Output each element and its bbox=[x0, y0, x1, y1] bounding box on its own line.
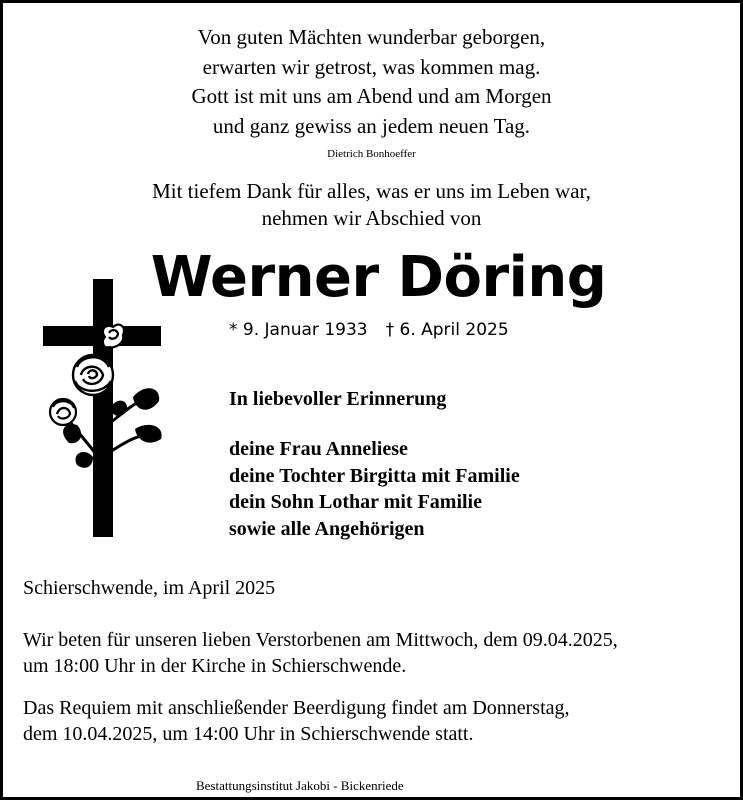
poem-author: Dietrich Bonhoeffer bbox=[327, 148, 416, 160]
poem bbox=[3, 23, 740, 141]
mourner-line: deine Tochter Birgitta mit Familie bbox=[229, 464, 520, 487]
deceased-name: Werner Döring bbox=[150, 245, 607, 310]
intro-line: nehmen wir Abschied von bbox=[261, 206, 482, 230]
requiem-line: Das Requiem mit anschließender Beerdigung findet am Donnerstag, bbox=[23, 697, 570, 719]
mourner-line: deine Frau Anneliese bbox=[229, 438, 408, 460]
life-dates bbox=[229, 318, 509, 342]
funeral-home: Bestattungsinstitut Jakobi - Bickenriede bbox=[196, 778, 404, 793]
prayer-announcement bbox=[23, 627, 618, 679]
mourner-line: sowie alle Angehörigen bbox=[229, 517, 425, 540]
intro-text bbox=[3, 178, 740, 232]
requiem-line: dem 10.04.2025, um 14:00 Uhr in Schierschwende statt. bbox=[23, 723, 474, 745]
birth-date: * 9. Januar 1933 bbox=[229, 320, 368, 340]
requiem-announcement bbox=[23, 695, 570, 747]
poem-line: und ganz gewiss an jedem neuen Tag. bbox=[212, 113, 531, 138]
cross-with-roses-icon bbox=[41, 275, 167, 541]
poem-line: Von guten Mächten wunderbar geborgen, bbox=[197, 25, 546, 49]
intro-line: Mit tiefem Dank für alles, was er uns im Leben war, bbox=[152, 179, 591, 203]
poem-line: Gott ist mit uns am Abend und am Morgen bbox=[191, 84, 552, 108]
prayer-line: um 18:00 Uhr in der Kirche in Schierschwende. bbox=[23, 655, 407, 677]
mourner-line: dein Sohn Lothar mit Familie bbox=[229, 491, 482, 513]
mourners-list bbox=[229, 436, 520, 542]
poem-line: erwarten wir getrost, was kommen mag. bbox=[202, 54, 541, 79]
memorial-heading: In liebevoller Erinnerung bbox=[229, 388, 447, 410]
place-date: Schierschwende, im April 2025 bbox=[23, 577, 276, 599]
prayer-line: Wir beten für unseren lieben Verstorbenen am Mittwoch, dem 09.04.2025, bbox=[23, 629, 618, 651]
death-date: † 6. April 2025 bbox=[385, 320, 509, 340]
